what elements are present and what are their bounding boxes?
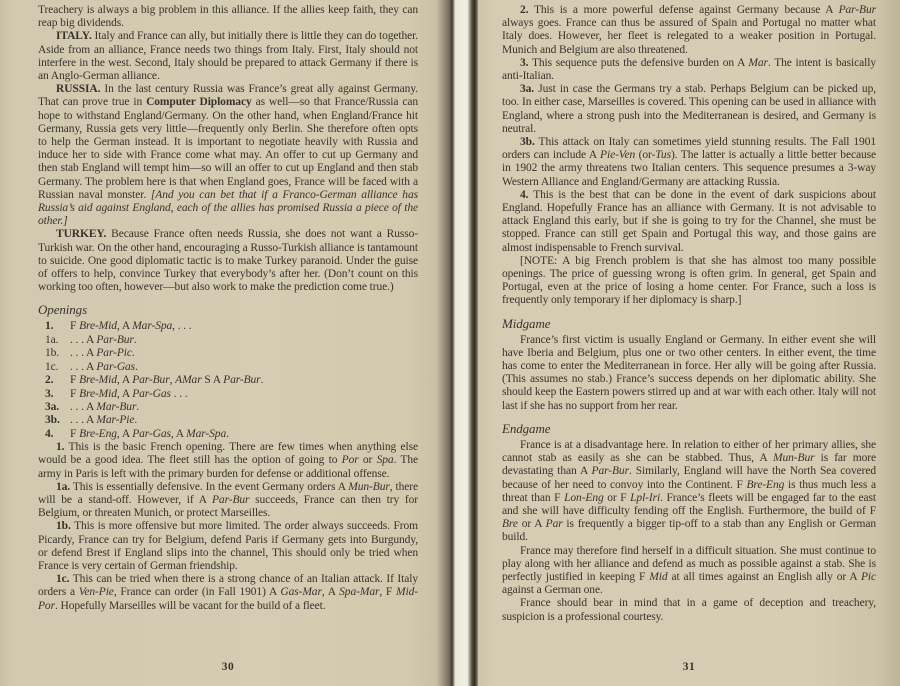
text-segment: . [133,333,137,346]
text-segment: Par-Gas [132,427,171,440]
paragraph [502,57,876,83]
section-heading: Openings [38,302,88,318]
paragraph [502,545,876,598]
text-segment: is thus much less a threat than F [502,478,876,504]
text-segment: Pic [860,570,876,583]
text-segment: Par-Pic [96,347,132,360]
text-segment: Gas-Mar [280,586,322,599]
opening-line [38,428,418,441]
paragraph [38,441,418,481]
text-segment: This sequence puts the defensive burden on A [528,56,749,69]
text-segment: is far more devastating than A [502,452,876,478]
paragraph [502,136,876,189]
text-segment: Lpl-Iri [630,491,661,504]
text-segment: Par-Bur [212,493,250,506]
opening-orders [70,428,229,440]
text-segment: 2. [520,4,529,16]
text-segment: Spa-Mar [339,586,380,599]
text-segment: RUSSIA. [56,83,101,96]
text-segment: always goes. France can thus be assured of Spain and Portugal no matter what Italy does. However, her fleet is relegated to a weaker position in Portugal. Munich and Belgium are also threatened. [502,17,876,56]
text-segment: This is essentially defensive. In the event Germany orders A [70,480,349,493]
text-segment: This is more offensive but more limited. The order always succeeds. From Picardy, France can try for Belgium, defend Paris if Germany gets into Burgundy, or defend Brest if England slips into the channel, This should only be tried when France is very certain of German friendship. [38,520,418,572]
text-segment: Mar-Pie [96,414,135,427]
text-segment: F [70,374,80,387]
text-segment: Par-Bur [838,4,876,16]
text-segment: , [169,374,176,387]
text-segment: ). The latter is actually a little better because in 1902 the army threatens two Italian centers. This sequence presumes a 3-way Western Alliance and England/Germany are attacking Russia. [502,149,876,188]
opening-orders [70,414,137,426]
text-segment: Because France often needs Russia, she does not want a Russo-Turkish war. On the other hand, encouraging a Russo-Turkish alliance is tantamount to suicide. One good diplomatic tactic is to make Turkey paranoid. Under the guise of offers to help, convince Turkey that everybody’s after her. (Don’t count on this working too often, however—but also work to make the prediction come true.) [38,228,418,294]
opening-number: 1c. [45,360,59,373]
text-segment: Just in case the Germans try a stab. Perhaps Belgium can be picked up, too. In either case, Marseilles is covered. This opening can be used in alliance with England, where a strong push into the Mediterranean is desired, and Germany is neutral. [502,83,876,135]
binding-gutter [436,0,482,686]
opening-orders [70,320,192,332]
paragraph [38,83,418,228]
text-segment: . [260,374,264,387]
opening-number: 3a. [45,400,60,413]
text-segment: at all times against an English ally or A [667,570,861,583]
opening-number: 1a. [45,333,59,346]
text-segment: Bre [502,518,518,531]
text-segment: or [358,454,377,467]
text-segment: AMar [175,374,202,387]
opening-number: 1b. [45,347,60,360]
opening-line [38,374,418,387]
text-segment: Mun-Bur [348,480,390,493]
text-segment: This is a more powerful defense against Germany because A [528,4,839,16]
paragraph [38,573,418,613]
text-segment: Pie-Ven [600,149,636,162]
text-segment: France may therefore find herself in a difficult situation. She must continue to play along with her alliance and defend as much as possible against a stab. She is perfectly justified in keeping F [502,544,876,583]
text-segment: Bre-Eng [746,478,785,491]
text-segment: F [70,427,80,440]
text-segment: , A [116,387,133,400]
opening-line [38,347,418,360]
paragraph [38,481,418,521]
opening-number: 1. [45,320,54,333]
text-segment: , there will be a stand-off. However, if A [38,480,418,506]
text-segment: Ven-Pie [78,586,114,599]
section-heading: Midgame [502,315,551,331]
text-segment: . . . A [70,414,97,427]
text-segment: , France can order (in Fall 1901) A [113,586,281,599]
paragraph [502,255,876,308]
text-segment: Mar-Spa [186,427,227,440]
text-segment: 3b. [520,136,535,149]
text-segment: or A [517,518,546,531]
text-segment: . France’s fleets will be engaged far to the east and she will have difficulty fending off the English. Furthermore, the build of F [502,491,876,517]
opening-orders [70,401,139,413]
text-segment: Bre-Mid [79,387,117,400]
text-segment: F [70,320,80,333]
text-segment: . [135,360,138,373]
paragraph [502,597,876,623]
text-segment: is frequently a bigger tip-off to a stab than any English or German build. [502,518,876,544]
text-segment: , A [116,427,133,440]
text-segment: . [134,414,138,427]
text-segment: Computer Diplomacy [146,96,252,109]
text-segment: , A [116,374,133,387]
text-segment: . . . A [70,400,97,413]
text-segment: as well—so that France/Russia can hope to withstand England/Germany. On the other hand, when England/France hit Germany, Russia gets very little—frequently only Berlin. She therefore often opts to help the German instead. It is important to negotiate heavily with Russia and induce her to side with France come what may. An offer to cut up Germany and then stab England will tempt him—so will an offer to cut up England and then stab Germany. The problem here is that when England goes, France will be faced with a Russian naval monster. [38,96,418,201]
text-segment: Par-Bur [223,374,261,387]
page-number-right: 31 [682,661,696,673]
paragraph [38,520,418,573]
text-segment: . The intent is basically anti-Italian. [502,56,876,83]
opening-line [38,401,418,414]
text-segment: [And you can bet that if a Franco-German alliance has Russia’s aid against England, each of the allies has promised Russia a piece of the other.] [38,188,418,228]
text-segment: TURKEY. [56,228,107,241]
opening-orders [70,374,263,386]
opening-orders [70,347,135,359]
text-segment: . The army in Paris is left with the primary burden for defense or additional offense. [38,454,418,480]
text-segment: France should bear in mind that in a game of deception and treachery, suspicion is a professional courtesy. [502,597,876,623]
text-segment: , . . . [172,320,192,333]
left-page-text [38,4,418,656]
text-segment: ITALY. [56,30,92,43]
text-segment: 3a. [520,83,535,96]
text-segment: Par-Gas [96,360,136,373]
right-page-text [502,4,876,656]
opening-line [38,388,418,401]
opening-line [38,320,418,333]
text-segment: . . . A [70,333,97,346]
text-segment: Por [341,454,359,467]
text-segment: Italy and France can ally, but initially there is little they can do together. Aside from an alliance, France needs two things from Italy. First, Italy should not interfere in the west. Second, Italy should be prepared to attack Germany if there is an Anglo-German alliance. [38,30,418,83]
text-segment: This is the basic French opening. There are few times when anything else would be a good idea. The fleet still has the option of going to [38,441,418,467]
opening-number: 3. [45,387,54,400]
text-segment: Par-Bur [96,333,134,346]
text-segment: Par-Gas [132,387,171,400]
text-segment: , A [170,427,187,440]
paragraph [502,83,876,136]
paragraph [38,4,418,30]
opening-line [38,334,418,347]
text-segment: (or- [635,149,656,162]
text-segment: Mun-Bur [773,452,815,465]
text-segment: Spa [376,454,394,467]
text-segment: Treachery is always a big problem in this alliance. If the allies keep faith, they can reap big dividends. [38,4,418,30]
opening-orders [70,334,137,346]
text-segment: Mar [748,56,768,69]
text-segment: , A [116,320,133,333]
opening-orders [70,388,188,400]
text-segment: Bre-Eng [79,427,117,440]
text-segment: , F [379,586,397,599]
text-segment: This is the best that can be done in the event of dark suspicions about England. Hopefully France has an alliance with Germany. It is not advisable to attack England this early, but if she is going to try for the Channel, she must be stopped. France can still get Spain and Portugal this way, and those gains are almost indispensable to French survival. [502,188,876,254]
paragraph [502,4,876,57]
text-segment: 1c. [56,573,70,586]
text-segment: Tus [655,149,671,162]
text-segment: . [226,427,229,440]
paragraph [502,334,876,413]
text-segment: . [131,347,135,360]
text-segment: , A [321,586,340,599]
text-segment: Mar-Bur [96,400,137,413]
opening-number: 4. [45,427,54,440]
text-segment: F [70,387,80,400]
text-segment: . . . [170,387,188,400]
text-segment: Lon-Eng [564,491,604,504]
paragraph [502,439,876,545]
text-segment: 3. [520,56,529,69]
right-page [478,0,900,686]
text-segment: Par-Bur [591,465,629,478]
text-segment: 1b. [56,520,71,533]
opening-number: 3b. [45,414,60,427]
text-segment: Mid-Por [38,586,418,612]
text-segment: In the last century Russia was France’s great ally against Germany. That can prove true in [38,83,418,109]
text-segment: against a German one. [502,584,603,597]
text-segment: 4. [520,188,529,201]
paragraph [38,228,418,294]
text-segment: S A [201,374,224,387]
text-segment: Bre-Mid [79,320,117,333]
opening-number: 2. [45,374,54,387]
section-heading: Endgame [502,420,551,436]
left-page [0,0,444,686]
text-segment: [NOTE: A big French problem is that she has almost too many possible openings. The price of guessing wrong is often grim. In general, get Spain and Portugal, even at the price of losing a home center. For France, such a loss is frequently only temporary if her diplomacy is sharp.] [502,254,876,307]
text-segment: . Hopefully Marseilles will be vacant for the build of a fleet. [54,599,326,612]
text-segment: Mid [649,570,668,583]
text-segment: France is at a disadvantage here. In relation to either of her primary allies, she cannot stab as easily as she can be stabbed. Thus, A [502,438,876,465]
text-segment: Par-Bur [132,374,170,387]
opening-line [38,414,418,427]
text-segment: . [136,400,140,413]
text-segment: Mar-Spa [132,320,173,333]
paragraph [38,30,418,83]
text-segment: This can be tried when there is a strong chance of an Italian attack. If Italy orders a [38,573,418,599]
opening-orders [70,361,138,373]
text-segment: Par [545,518,563,531]
text-segment: . . . A [70,347,97,360]
text-segment: . . . A [70,360,97,373]
text-segment: . Similarly, England will have the North Sea covered because of her need to convoy into the Continent. F [502,465,876,491]
text-segment: 1a. [56,480,71,493]
opening-line [38,361,418,374]
text-segment: succeeds, France can then try for Belgium, or threaten Munich, or protect Marseilles. [38,493,418,520]
text-segment: or F [603,491,631,504]
text-segment: This attack on Italy can sometimes yield stunning results. The Fall 1901 orders can include A [502,136,876,162]
paragraph [502,189,876,255]
text-segment: 1. [56,441,65,454]
page-number-left: 30 [221,661,235,673]
text-segment: Bre-Mid [79,374,117,387]
text-segment: France’s first victim is usually England or Germany. In either event she will have Iberia and Belgium, plus one or two other centers. In either event, the time has come to enter the Mediterranean in force. Her ally will be going after Russia. (This assumes no stab.) France’s success depends on her diplomatic ability. She should keep the Eastern powers stirred up and at war with each other. Italy will not last if she has no support from her rear. [502,333,876,412]
